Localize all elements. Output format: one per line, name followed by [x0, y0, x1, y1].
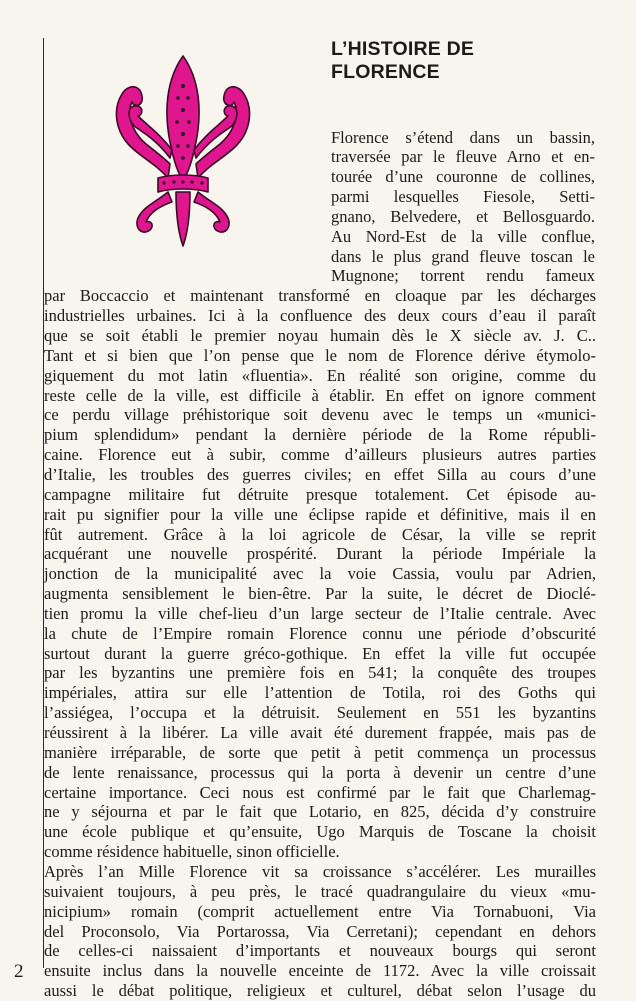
body-text-line: de celles-ci naissaient d’importants et nouveaux bourgs qui seront: [44, 941, 596, 961]
body-text-line: augmenta sensiblement le bien-être. Par la suite, le décret de Dioclé-: [44, 584, 596, 604]
body-text-line: impériales, attira sur elle l’attention de Totila, roi des Goths qui: [44, 683, 596, 703]
article-title-line: L’HISTOIRE DE: [331, 38, 475, 60]
body-text-line: que se soit établi le premier noyau humain dès le X siècle av. J. C..: [44, 326, 596, 345]
body-text-line: Florence s’étend dans un bassin,: [331, 127, 595, 147]
body-text-line: campagne militaire fut détruite presque totalement. Cet épisode au-: [44, 484, 596, 504]
page-number: 2: [14, 961, 24, 982]
body-text-line: parmi lesquelles Fiesole, Setti-: [331, 187, 595, 207]
body-text-line: d’Italie, les troubles des guerres civiles; en effet Silla au cours d’une: [44, 464, 596, 484]
article-title-line: FLORENCE: [331, 61, 440, 83]
body-text-line: acquérant une nouvelle prospérité. Durant la période Impériale la: [44, 544, 596, 564]
body-text-line: Après l’an Mille Florence vit sa croissance s’accélérer. Les murailles: [44, 861, 596, 881]
body-text-line: Mugnone; torrent rendu fameux: [331, 266, 595, 286]
body-text-line: industrielles urbaines. Ici à la confluence des deux cours d’eau il paraît: [44, 306, 596, 326]
body-text-line: la chute de l’Empire romain Florence connu une période d’obscurité: [44, 623, 596, 643]
body-text-line: Au Nord-Est de la ville conflue,: [331, 226, 595, 246]
body-text-line: par les byzantins une première fois en 541; la conquête des troupes: [44, 663, 596, 683]
body-text-line: ce perdu village préhistorique soit devenu avec le temps un «munici-: [44, 405, 596, 425]
body-text-line: comme résidence habituelle, sinon officielle.: [44, 842, 340, 862]
body-text-line: l’assiégea, l’occupa et la détruisit. Seulement en 551 les byzantins: [44, 703, 596, 723]
body-text-line: ensuite inclus dans la nouvelle enceinte de 1172. Avec la ville croissait: [44, 961, 596, 981]
body-text-line: manière irréparable, de sorte que petit à petit commença un processus: [44, 742, 596, 762]
body-text-line: tourée d’une couronne de collines,: [331, 167, 595, 187]
body-text-line: nicipium» romain (comprit actuellement entre Via Tornabuoni, Via: [44, 901, 596, 921]
body-text-line: reste celle de la ville, est difficile à établir. En effet on ignore comment: [44, 385, 596, 405]
body-text-line: tien promu la ville chef-lieu d’un large secteur de l’Italie centrale. Avec: [44, 603, 596, 623]
body-text-line: par Boccaccio et maintenant transformé en cloaque par les décharges: [44, 286, 596, 306]
body-text-line: fût autrement. Grâce à la loi agricole de César, la ville se reprit: [44, 524, 596, 544]
body-text-line: certaine importance. Ceci nous est confirmé par le fait que Charlemag-: [44, 782, 596, 802]
body-text-line: del Proconsolo, Via Portarossa, Via Cerretani); cependant en dehors: [44, 921, 596, 941]
body-text-line: de lente renaissance, processus qui la porta à devenir un centre d’une: [44, 762, 596, 782]
body-text-line: aussi le débat politique, religieux et culturel, débat selon l’usage du: [44, 981, 596, 1001]
article-title: [331, 38, 601, 84]
body-text-line: caine. Florence eut à subir, comme d’ailleurs plusieurs autres parties: [44, 445, 596, 465]
body-text-line: gnano, Belvedere, et Bellosguardo.: [331, 206, 595, 226]
body-text-line: une école publique et qu’ensuite, Ugo Marquis de Toscane la choisit: [44, 822, 596, 842]
body-text-line: Tant et si bien que l’on pense que le nom de Florence dérive étymolo-: [44, 345, 596, 365]
body-text-line: surtout durant la guerre gréco-gothique. En effet la ville fut occupée: [44, 643, 596, 663]
body-text-line: ne y séjourna et par le fait que Lotario, en 825, décida d’y construire: [44, 802, 596, 822]
body-text-line: giquement du mot latin «fluentia». En réalité son origine, comme du: [44, 365, 596, 385]
fleur-de-lis-emblem: [98, 46, 268, 261]
body-text-line: suivaient toujours, à peu près, le tracé quadrangulaire du vieux «mu-: [44, 881, 596, 901]
body-text-line: traversée par le fleuve Arno et en-: [331, 147, 595, 167]
body-text-line: réussirent à la libérer. La ville avait été durement frappée, mais pas de: [44, 723, 596, 742]
body-text-line: rait pu signifier pour la ville une éclipse rapide et définitive, mais il en: [44, 504, 596, 524]
body-text-line: jonction de la municipalité avec la voie Cassia, voulu par Adrien,: [44, 564, 596, 584]
body-text-line: dans le plus grand fleuve toscan le: [331, 246, 595, 266]
body-text-line: pium splendidum» pendant la dernière période de la Rome républi-: [44, 425, 596, 445]
